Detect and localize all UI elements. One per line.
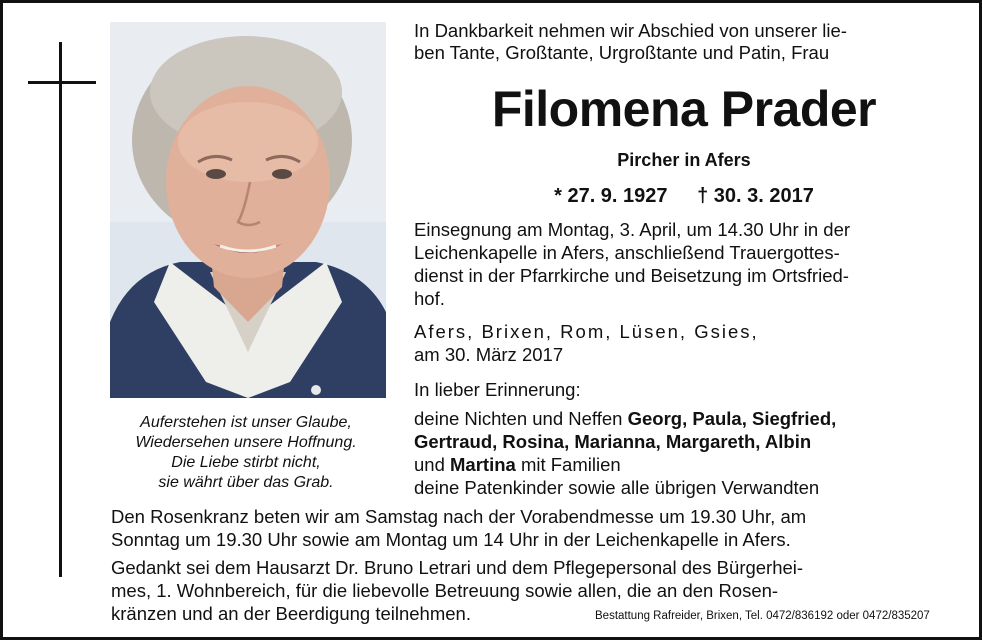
funeral-line: Einsegnung am Montag, 3. April, um 14.30 Uhr in der bbox=[414, 219, 851, 240]
undertaker-contact: Bestattung Rafreider, Brixen, Tel. 0472/836192 oder 0472/835207 bbox=[595, 610, 930, 622]
intro-line: In Dankbarkeit nehmen wir Abschied von unserer lie- bbox=[414, 20, 847, 41]
mourners-names: Gertraud, Rosina, Marianna, Margareth, Albin bbox=[414, 431, 812, 452]
mourners-line bbox=[414, 453, 836, 476]
mourners-heading: In lieber Erinnerung: bbox=[414, 379, 581, 400]
rosary-info bbox=[111, 505, 806, 551]
date-line: am 30. März 2017 bbox=[414, 344, 564, 365]
mourners-prefix: deine Nichten und Neffen bbox=[414, 408, 628, 429]
maiden-name: Pircher in Afers bbox=[617, 150, 751, 170]
epitaph-line: Wiedersehen unsere Hoffnung. bbox=[135, 434, 357, 451]
cross-icon bbox=[59, 42, 62, 577]
intro-line: ben Tante, Großtante, Urgroßtante und Patin, Frau bbox=[414, 42, 830, 63]
death-date: † 30. 3. 2017 bbox=[697, 185, 814, 207]
epitaph-line: Auferstehen ist unser Glaube, bbox=[140, 414, 352, 431]
funeral-line: hof. bbox=[414, 288, 445, 309]
epitaph-line: sie währt über das Grab. bbox=[158, 474, 334, 491]
birth-date: * 27. 9. 1927 bbox=[554, 185, 668, 207]
mourners-names: Martina bbox=[450, 454, 516, 475]
funeral-info bbox=[414, 218, 850, 310]
funeral-line: dienst in der Pfarrkirche und Beisetzung im Ortsfried- bbox=[414, 265, 849, 286]
mourners-line bbox=[414, 430, 836, 453]
rosary-line: Den Rosenkranz beten wir am Samstag nach der Vorabendmesse um 19.30 Uhr, am bbox=[111, 506, 807, 527]
mourners-suffix: mit Familien bbox=[515, 454, 621, 475]
places-line: Afers, Brixen, Rom, Lüsen, Gsies, bbox=[414, 321, 759, 342]
epitaph-line: Die Liebe stirbt nicht, bbox=[171, 454, 321, 471]
mourners-line: deine Patenkinder sowie alle übrigen Verwandten bbox=[414, 477, 820, 498]
epitaph-caption bbox=[96, 413, 396, 493]
funeral-line: Leichenkapelle in Afers, anschließend Trauergottes- bbox=[414, 242, 840, 263]
portrait-photo bbox=[110, 22, 386, 398]
cross-icon-bar bbox=[28, 81, 96, 84]
thanks-line: Gedankt sei dem Hausarzt Dr. Bruno Letrari und dem Pflegepersonal des Bürgerhei- bbox=[111, 557, 804, 578]
thanks-line: mes, 1. Wohnbereich, für die liebevolle Betreuung sowie allen, die an den Rosen- bbox=[111, 580, 779, 601]
mourners-line bbox=[414, 407, 836, 430]
place-date bbox=[414, 320, 759, 366]
deceased-name: Filomena Prader bbox=[491, 81, 877, 137]
mourners bbox=[414, 378, 836, 499]
mourners-prefix: und bbox=[414, 454, 451, 475]
life-dates bbox=[414, 184, 954, 208]
rosary-line: Sonntag um 19.30 Uhr sowie am Montag um 14 Uhr in der Leichenkapelle in Afers. bbox=[111, 529, 791, 550]
mourners-names: Georg, Paula, Siegfried, bbox=[627, 408, 837, 429]
intro-text bbox=[414, 20, 954, 64]
thanks-line: kränzen und an der Beerdigung teilnehmen. bbox=[111, 603, 471, 624]
